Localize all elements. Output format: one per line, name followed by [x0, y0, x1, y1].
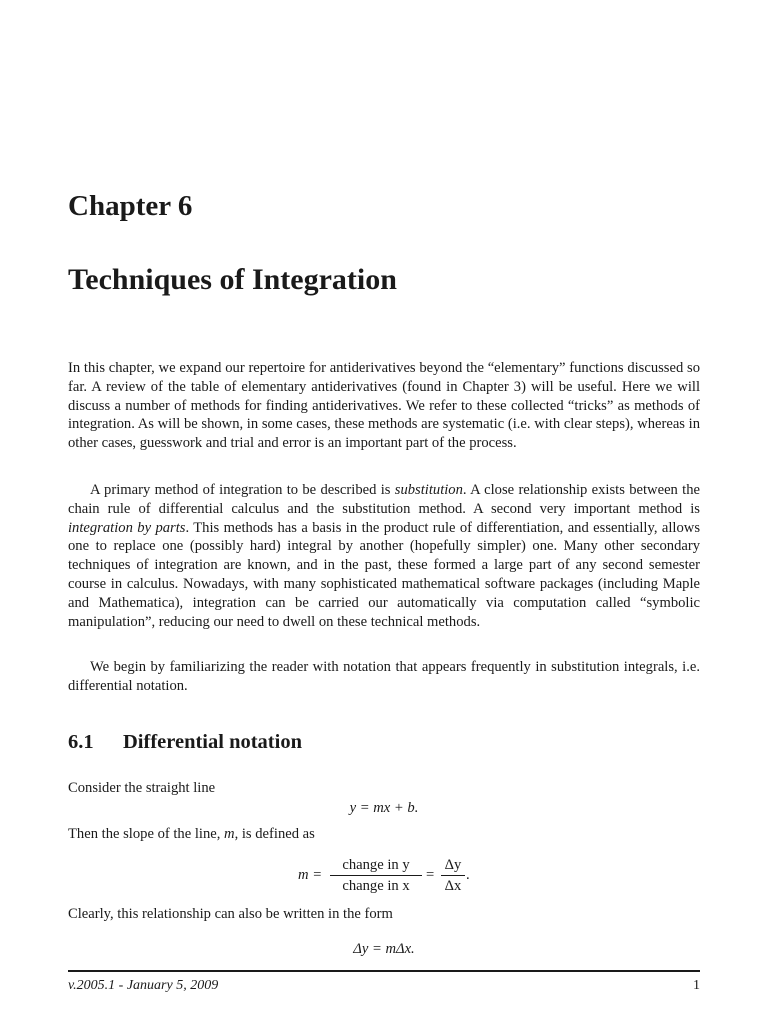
then-variable-m: m: [224, 826, 235, 842]
intro-paragraph-3: We begin by familiarizing the reader with notation that appears frequently in substitution integrals, i.e. differential notation.: [68, 659, 700, 694]
p2-emphasis-integration-by-parts: integration by parts: [68, 519, 186, 536]
section-heading: [68, 731, 302, 754]
equals-sign: =: [426, 867, 435, 883]
fraction-bar: [330, 875, 422, 876]
fraction-change-denominator: change in x: [342, 878, 410, 894]
fraction-bar: [441, 875, 465, 876]
equation-period: .: [466, 867, 470, 883]
then-text-b: , is defined as: [234, 826, 315, 842]
section-title: Differential notation: [123, 731, 302, 753]
then-text-a: Then the slope of the line,: [68, 826, 225, 842]
equation-delta-form: Δy = mΔx.: [353, 941, 415, 957]
consider-line: Consider the straight line: [68, 780, 216, 796]
fraction-delta-denominator: Δx: [444, 878, 462, 894]
fraction-change-numerator: change in y: [342, 857, 410, 873]
equation-line: y = mx + b.: [349, 800, 419, 816]
intro-paragraph-1: In this chapter, we expand our repertoire for antiderivatives beyond the “elementary” functions discussed so far. A review of the table of elementary antiderivatives (found in Chapter 3) will be useful. Here we will discuss a number of methods for finding antiderivatives. We refer to these collected “tricks” as methods of integration. As will be shown, in some cases, these methods are systematic (i.e. with clear steps), whereas in other cases, guesswork and trial and error is an important part of the process.: [68, 360, 700, 452]
chapter-title: Techniques of Integration: [68, 263, 397, 296]
clearly-line: Clearly, this relationship can also be written in the form: [68, 906, 393, 922]
slope-definition-line: [68, 826, 315, 843]
chapter-label: Chapter 6: [68, 190, 193, 222]
fraction-delta-numerator: Δy: [444, 857, 462, 873]
footer-version: v.2005.1 - January 5, 2009: [68, 978, 219, 993]
p2-emphasis-substitution: substitution: [394, 482, 463, 498]
p2-text-c: . This methods has a basis in the product rule of differentiation, and essentially, allows one to replace one (possibly hard) integral by another (hopefully simpler) one. Many other secondary techniques of integration are known, and in the past, these formed a large part of any second semester course in calculus. Nowadays, with many sophisticated mathematical software packages (including Maple and Mathematica), integration can be carried our automatically via computation called “symbolic manipulation”, reducing our need to dwell on these technical methods.: [68, 519, 700, 630]
p2-text-b: . A close relationship exists between the chain rule of differential calculus and the substitution method. A second very important method is: [68, 482, 700, 517]
footer-rule: [68, 970, 700, 972]
page-number: 1: [693, 978, 700, 993]
slope-lhs: m =: [298, 867, 323, 883]
fraction-delta: [441, 856, 465, 895]
equation-slope: [298, 856, 478, 896]
section-number: 6.1: [68, 731, 94, 753]
fraction-change: [330, 856, 422, 895]
p2-text-a: A primary method of integration to be described is: [90, 482, 395, 498]
intro-paragraph-2: [68, 481, 700, 631]
